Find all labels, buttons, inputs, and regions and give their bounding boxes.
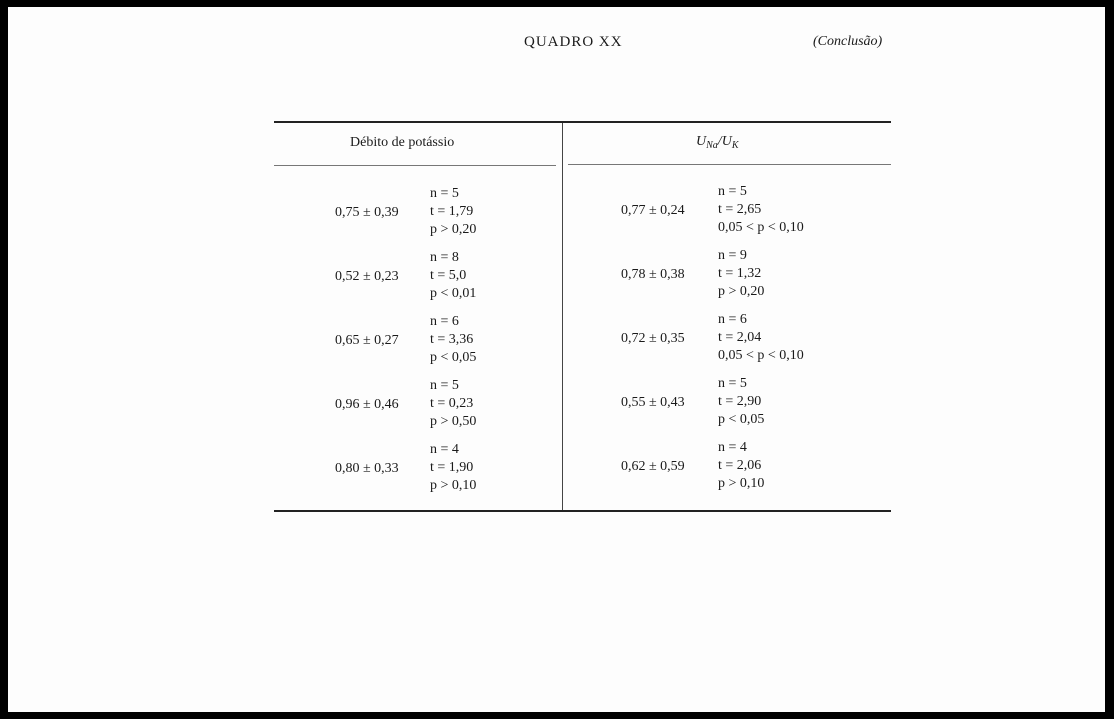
right-row-4-p: p < 0,05 xyxy=(718,412,765,427)
right-row-3-stats xyxy=(718,311,804,365)
right-row-5-mean: 0,62 ± 0,59 xyxy=(621,459,685,474)
header-u-na: U xyxy=(696,134,707,149)
continuation-note: (Conclusão) xyxy=(813,34,883,49)
column-divider xyxy=(562,123,563,510)
header-u-k: U xyxy=(721,134,732,149)
left-row-3-t: t = 3,36 xyxy=(430,332,474,347)
left-row-3-mean: 0,65 ± 0,27 xyxy=(335,333,399,348)
left-row-5-p: p > 0,10 xyxy=(430,478,477,493)
right-row-2-mean: 0,78 ± 0,38 xyxy=(621,267,685,282)
left-row-1-n: n = 5 xyxy=(430,186,459,201)
right-row-1-p: 0,05 < p < 0,10 xyxy=(718,220,804,235)
right-row-1-stats xyxy=(718,183,804,237)
left-row-4-mean: 0,96 ± 0,46 xyxy=(335,397,399,412)
left-row-2-p: p < 0,01 xyxy=(430,286,477,301)
left-row-1-t: t = 1,79 xyxy=(430,204,474,219)
document-page xyxy=(8,7,1105,712)
left-row-1-p: p > 0,20 xyxy=(430,222,477,237)
right-row-3-mean: 0,72 ± 0,35 xyxy=(621,331,685,346)
header-rule-right xyxy=(568,164,891,165)
left-row-4-t: t = 0,23 xyxy=(430,396,474,411)
left-row-4-stats xyxy=(430,377,476,431)
right-row-3-t: t = 2,04 xyxy=(718,330,762,345)
left-row-2-t: t = 5,0 xyxy=(430,268,467,283)
right-row-2-n: n = 9 xyxy=(718,248,747,263)
header-slash: / xyxy=(717,134,722,149)
right-row-2-t: t = 1,32 xyxy=(718,266,762,281)
column-header-potassium: Débito de potássio xyxy=(350,135,455,150)
left-row-5-stats xyxy=(430,441,476,495)
right-row-5-n: n = 4 xyxy=(718,440,747,455)
header-sub-na: Na xyxy=(706,140,718,151)
left-row-2-mean: 0,52 ± 0,23 xyxy=(335,269,399,284)
left-row-3-n: n = 6 xyxy=(430,314,459,329)
right-row-4-n: n = 5 xyxy=(718,376,747,391)
left-row-2-n: n = 8 xyxy=(430,250,459,265)
right-row-2-p: p > 0,20 xyxy=(718,284,765,299)
left-row-1-stats xyxy=(430,185,476,239)
right-row-1-n: n = 5 xyxy=(718,184,747,199)
column-header-una-uk xyxy=(696,134,738,151)
right-row-5-p: p > 0,10 xyxy=(718,476,765,491)
left-row-5-t: t = 1,90 xyxy=(430,460,474,475)
left-row-5-n: n = 4 xyxy=(430,442,459,457)
left-row-5-mean: 0,80 ± 0,33 xyxy=(335,461,399,476)
left-row-4-p: p > 0,50 xyxy=(430,414,477,429)
table-title: QUADRO XX xyxy=(524,34,623,50)
right-row-3-n: n = 6 xyxy=(718,312,747,327)
header-rule-left xyxy=(274,165,556,166)
right-row-1-mean: 0,77 ± 0,24 xyxy=(621,203,685,218)
right-row-4-t: t = 2,90 xyxy=(718,394,762,409)
right-row-1-t: t = 2,65 xyxy=(718,202,762,217)
table-bottom-rule xyxy=(274,510,891,512)
right-row-2-stats xyxy=(718,247,764,301)
header-sub-k: K xyxy=(731,140,739,151)
left-row-3-stats xyxy=(430,313,476,367)
left-row-2-stats xyxy=(430,249,476,303)
right-row-5-t: t = 2,06 xyxy=(718,458,762,473)
left-row-3-p: p < 0,05 xyxy=(430,350,477,365)
right-row-4-stats xyxy=(718,375,764,429)
right-row-3-p: 0,05 < p < 0,10 xyxy=(718,348,804,363)
left-row-1-mean: 0,75 ± 0,39 xyxy=(335,205,399,220)
left-row-4-n: n = 5 xyxy=(430,378,459,393)
table-top-rule xyxy=(274,121,891,123)
right-row-4-mean: 0,55 ± 0,43 xyxy=(621,395,685,410)
right-row-5-stats xyxy=(718,439,764,493)
